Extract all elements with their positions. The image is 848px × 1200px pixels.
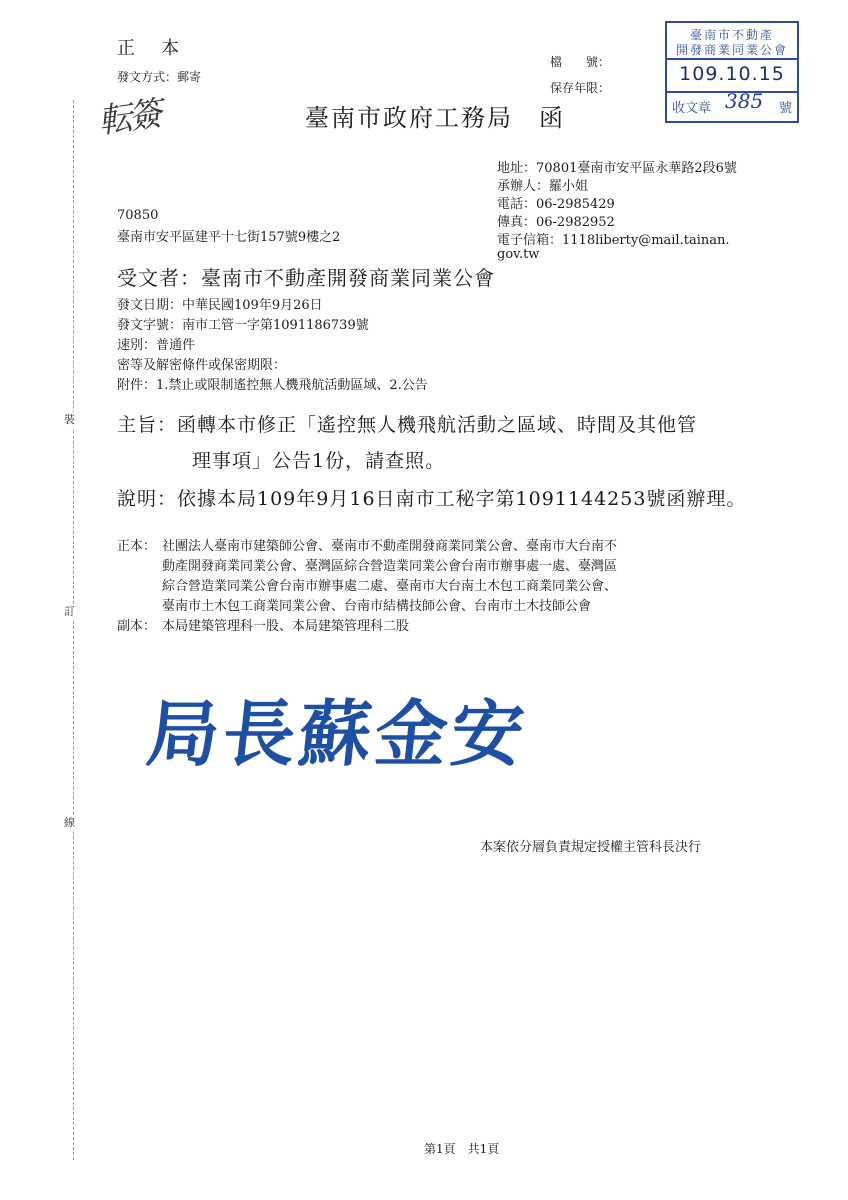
original-recipients-label: 正本： [117, 539, 157, 554]
secrecy-level: 密等及解密條件或保密期限： [117, 358, 287, 373]
retention-label: 保存年限： [550, 81, 611, 95]
sender-email-line2: gov.tw [497, 247, 540, 262]
speed-level: 速別：普通件 [117, 338, 196, 353]
subject-line2: 理事項」公告1份，請查照。 [192, 450, 446, 472]
handwritten-note: 転簽 [95, 93, 161, 142]
binding-mark-zhuang: 裝 [64, 413, 75, 426]
stamp-divider [667, 58, 797, 60]
recipient: 受文者：臺南市不動產開發商業同業公會 [117, 266, 495, 290]
send-method: 發文方式：郵寄 [117, 70, 202, 84]
recipient-postal-code: 70850 [117, 208, 159, 223]
sender-fax: 傳真：06-2982952 [497, 215, 615, 230]
stamp-date: 109.10.15 [679, 63, 785, 85]
issue-date: 發文日期：中華民國109年9月26日 [117, 298, 323, 313]
recipient-street: 臺南市安平區建平十七街157號9樓之2 [117, 230, 341, 245]
file-number-label: 檔 號： [550, 55, 611, 69]
binding-line [73, 100, 74, 1160]
director-signature: 局長蘇金安 [142, 691, 532, 776]
attachments: 附件：1.禁止或限制遙控無人機飛航活動區域、2.公告 [117, 378, 428, 393]
document-title: 臺南市政府工務局 函 [305, 104, 565, 132]
stamp-org-line2: 開發商業同業公會 [675, 43, 788, 57]
sender-email-line1: 電子信箱：1118liberty@mail.tainan. [497, 233, 730, 248]
copy-recipients: 本局建築管理科一股、本局建築管理科二股 [162, 619, 410, 634]
subject-line1: 主旨：函轉本市修正「遙控無人機飛航活動之區域、時間及其他管 [117, 414, 698, 436]
copy-type-label: 正 本 [117, 38, 183, 59]
stamp-received-label: 收文章 [672, 101, 712, 116]
original-recipients-line: 社團法人臺南市建築師公會、臺南市不動產開發商業同業公會、臺南市大台南不 [162, 539, 618, 554]
explanation: 說明：依據本局109年9月16日南市工秘字第1091144253號函辦理。 [117, 488, 747, 510]
stamp-org-line1: 臺南市不動產 [689, 28, 774, 42]
original-recipients-line: 動產開發商業同業公會、臺灣區綜合營造業同業公會台南市辦事處一處、臺灣區 [162, 559, 618, 574]
sender-phone: 電話：06-2985429 [497, 197, 615, 212]
original-recipients-line: 臺南市土木包工商業同業公會、台南市結構技師公會、台南市土木技師公會 [162, 599, 592, 614]
sender-contact: 承辦人：羅小姐 [497, 179, 589, 194]
binding-mark-ding: 訂 [64, 605, 75, 618]
copy-recipients-label: 副本： [117, 619, 157, 634]
document-number: 發文字號：南市工管一字第1091186739號 [117, 318, 369, 333]
stamp-hao: 號 [778, 101, 792, 116]
binding-mark-xian: 線 [64, 816, 75, 829]
page-footer: 第1頁 共1頁 [424, 1142, 500, 1156]
sender-address: 地址：70801臺南市安平區永華路2段6號 [497, 161, 737, 176]
received-stamp [665, 21, 799, 123]
original-recipients-line: 綜合營造業同業公會台南市辦事處二處、臺南市大台南土木包工商業同業公會、 [162, 579, 618, 594]
authorization-note: 本案依分層負責規定授權主管科長決行 [480, 840, 702, 855]
stamp-received-number: 385 [725, 89, 764, 113]
